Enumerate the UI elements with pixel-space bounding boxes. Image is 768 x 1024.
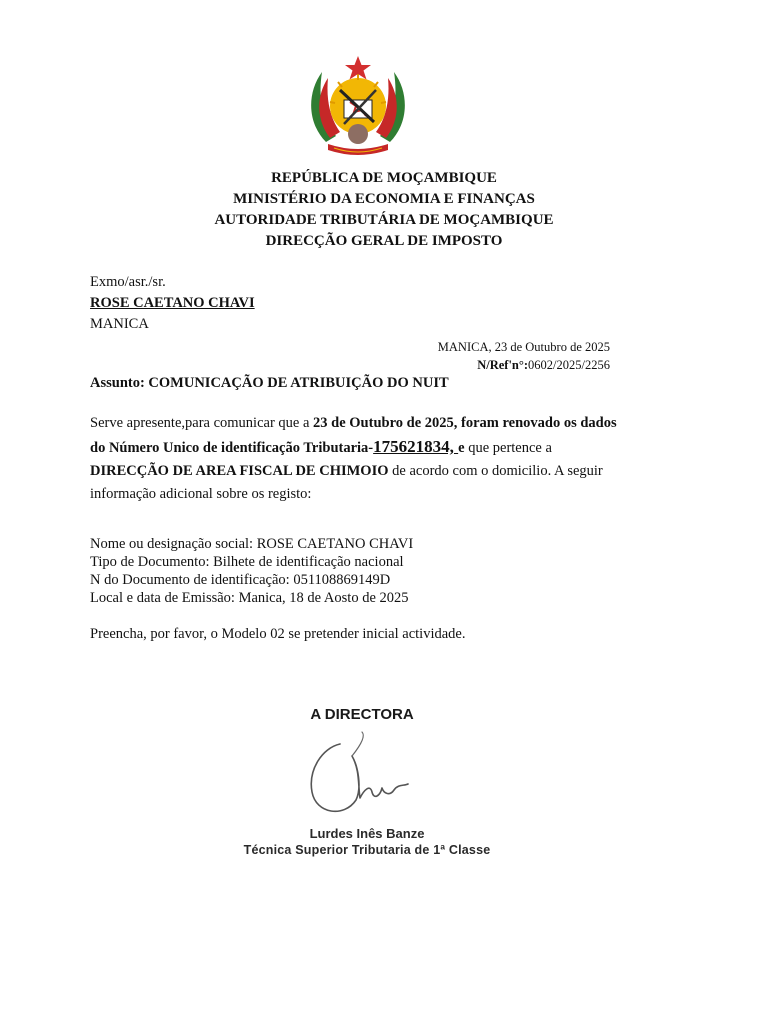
body-renewal-date: 23 de Outubro de 2025, foram renovado os dados do Número Unico de identificação Tributaria- [90,415,617,456]
body-intro: Serve apresente,para comunicar que a [90,415,314,431]
reference-label: N/Ref'n°: [477,358,529,372]
place-date: MANICA, 23 de Outubro de 2025 [437,340,610,354]
registration-info [90,535,413,607]
addressee-block [90,272,255,335]
signer-role: Técnica Superior Tributaria de 1ª Classe [243,843,491,857]
header-line-ministry: MINISTÉRIO DA ECONOMIA E FINANÇAS [233,191,535,207]
body-text-rest: de acordo com o domicilio. A seguir informação adicional sobre os registo: [90,463,603,502]
reference-value: 0602/2025/2256 [528,358,610,372]
header-line-republic: REPÚBLICA DE MOÇAMBIQUE [271,170,497,186]
signature-title: A DIRECTORA [310,706,414,723]
info-doc-type: Tipo de Documento: Bilhete de identificação nacional [90,554,404,570]
dateline-block [438,338,610,374]
instruction-note: Preencha, por favor, o Modelo 02 se pretender inicial actividade. [90,626,466,642]
salutation: Exmo/asr./sr. [90,274,166,290]
info-doc-number: N do Documento de identificação: 051108869149D [90,572,391,588]
info-issue-place-date: Local e data de Emissão: Manica, 18 de Aosto de 2025 [90,590,409,606]
subject-text: COMUNICAÇÃO DE ATRIBUIÇÃO DO NUIT [148,375,449,391]
header-line-directorate: DIRECÇÃO GERAL DE IMPOSTO [265,233,503,249]
reference-line [438,356,610,374]
signer-name: Lurdes Inês Banze [309,826,425,841]
tax-office-name: DIRECÇÃO DE AREA FISCAL DE CHIMOIO [90,463,389,479]
coat-of-arms-icon [304,50,412,160]
body-connector: e [458,440,465,456]
header-line-authority: AUTORIDADE TRIBUTÁRIA DE MOÇAMBIQUE [214,212,554,228]
body-text-belongs: que pertence a [464,440,552,456]
addressee-name: ROSE CAETANO CHAVI [90,295,255,311]
document-header [0,168,768,252]
subject-line [90,373,449,393]
info-name: Nome ou designação social: ROSE CAETANO CHAVI [90,536,414,552]
nuit-number: 175621834, [373,437,459,456]
body-paragraph [90,412,630,506]
addressee-place: MANICA [90,316,149,332]
signer-block [222,826,512,859]
subject-label: Assunto: [90,375,145,391]
handwritten-signature [300,726,420,822]
